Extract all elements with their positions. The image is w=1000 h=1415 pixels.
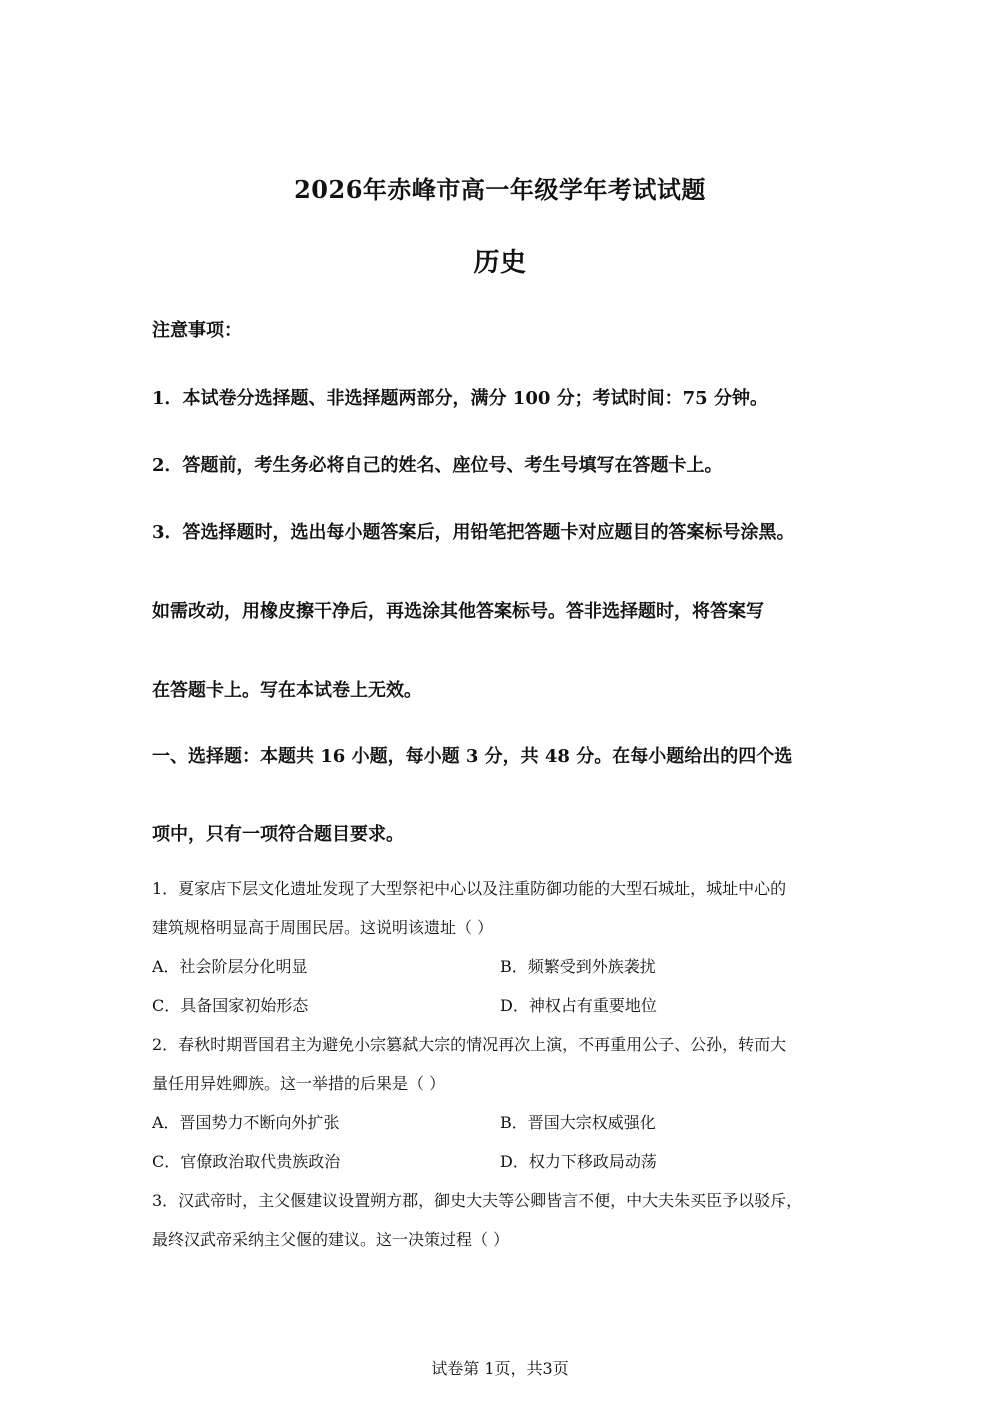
question-2-line-2: 量任用异姓卿族。这一举措的后果是（ ） <box>152 1074 446 1093</box>
question-1-option-c: C．具备国家初始形态 <box>152 996 309 1015</box>
exam-title: 2026年赤峰市高一年级学年考试试题 <box>294 175 706 204</box>
question-2-option-b: B．晋国大宗权威强化 <box>500 1113 656 1132</box>
question-1-option-d: D．神权占有重要地位 <box>500 996 657 1015</box>
question-2-line-1: 2．春秋时期晋国君主为避免小宗篡弑大宗的情况再次上演，不再重用公子、公孙，转而大 <box>152 1035 787 1054</box>
notice-heading: 注意事项： <box>152 320 242 341</box>
notice-item-1: 1．本试卷分选择题、非选择题两部分，满分 100 分；考试时间：75 分钟。 <box>152 388 768 409</box>
section-heading-line-1: 一、选择题：本题共 16 小题，每小题 3 分，共 48 分。在每小题给出的四个选 <box>152 746 793 767</box>
subject-title: 历史 <box>473 248 527 278</box>
notice-item-3-line-3: 在答题卡上。写在本试卷上无效。 <box>152 680 422 701</box>
question-2-option-c: C．官僚政治取代贵族政治 <box>152 1152 341 1171</box>
question-1-option-a: A．社会阶层分化明显 <box>152 957 308 976</box>
question-3-line-2: 最终汉武帝采纳主父偃的建议。这一决策过程（ ） <box>152 1230 510 1249</box>
question-1-option-b: B．频繁受到外族袭扰 <box>500 957 656 976</box>
question-1-line-1: 1．夏家店下层文化遗址发现了大型祭祀中心以及注重防御功能的大型石城址，城址中心的 <box>152 879 787 898</box>
question-3-line-1: 3．汉武帝时，主父偃建议设置朔方郡，御史大夫等公卿皆言不便，中大夫朱买臣予以驳斥， <box>152 1191 803 1210</box>
section-heading-line-2: 项中，只有一项符合题目要求。 <box>152 824 404 845</box>
page-footer: 试卷第 1页，共3页 <box>431 1359 569 1378</box>
question-1-line-2: 建筑规格明显高于周围民居。这说明该遗址（ ） <box>152 918 494 937</box>
notice-item-3-line-1: 3．答选择题时，选出每小题答案后，用铅笔把答题卡对应题目的答案标号涂黑。 <box>152 522 795 543</box>
question-2-option-a: A．晋国势力不断向外扩张 <box>152 1113 340 1132</box>
notice-item-2: 2．答题前，考生务必将自己的姓名、座位号、考生号填写在答题卡上。 <box>152 455 723 476</box>
question-2-option-d: D．权力下移政局动荡 <box>500 1152 657 1171</box>
notice-item-3-line-2: 如需改动，用橡皮擦干净后，再选涂其他答案标号。答非选择题时，将答案写 <box>152 601 764 622</box>
